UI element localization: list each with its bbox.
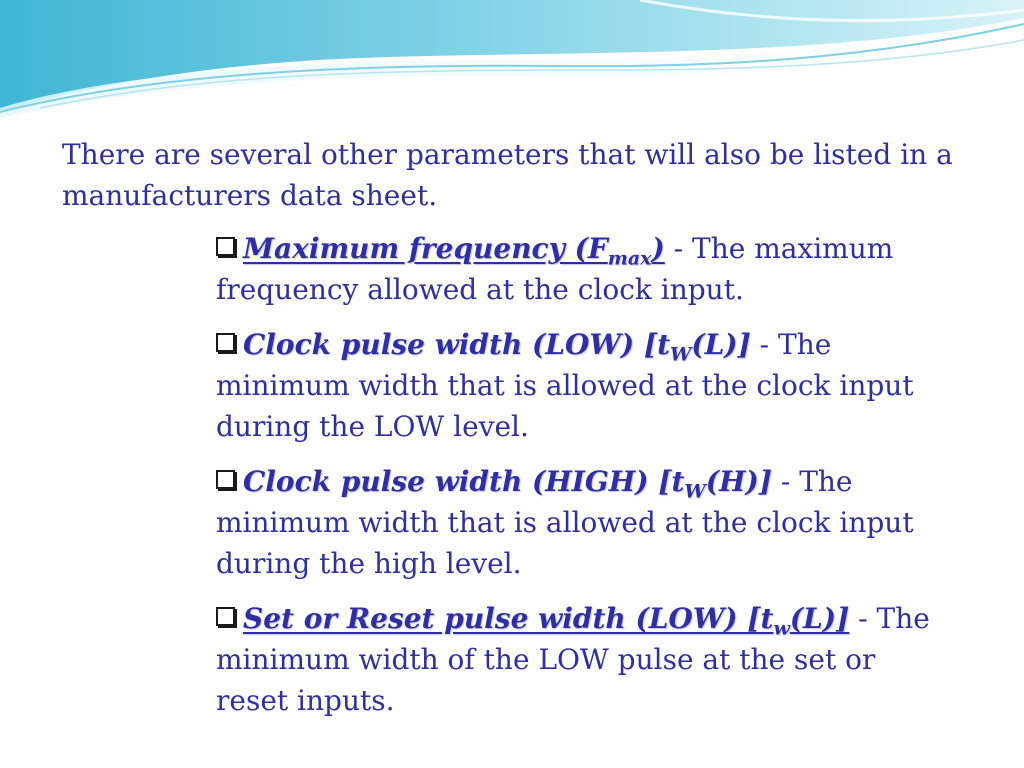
- intro-paragraph: There are several other parameters that will also be listed in a manufacturers data sheet.: [62, 138, 953, 212]
- term-clock-pulse-high: Clock pulse width (HIGH) $[t_W(H)]$: [243, 465, 772, 503]
- item-description: - The maximum frequency allowed at the clock input.: [216, 232, 894, 306]
- term-clock-pulse-low: Clock pulse width (LOW) $[t_W(L)]$: [243, 328, 751, 366]
- item-description: - The minimum width that is allowed at the clock input during the high level.: [216, 465, 914, 580]
- header-wave-decoration: [0, 0, 1024, 140]
- checkbox-bullet-icon: [216, 333, 235, 352]
- checkbox-bullet-icon: [216, 470, 235, 489]
- list-item: [216, 324, 956, 447]
- list-item: [216, 461, 956, 584]
- item-description: - The minimum width that is allowed at the clock input during the LOW level.: [216, 328, 914, 443]
- parameter-list: [216, 228, 956, 735]
- list-item: [216, 598, 956, 721]
- checkbox-bullet-icon: [216, 237, 235, 256]
- list-item: [216, 228, 956, 310]
- term-max-frequency: Maximum frequency $(F_{max})$: [243, 232, 665, 270]
- term-set-reset-pulse: Set or Reset pulse width (LOW) $[t_w(L)]$: [243, 602, 850, 640]
- item-description: - The minimum width of the LOW pulse at the set or reset inputs.: [216, 602, 930, 717]
- checkbox-bullet-icon: [216, 607, 235, 626]
